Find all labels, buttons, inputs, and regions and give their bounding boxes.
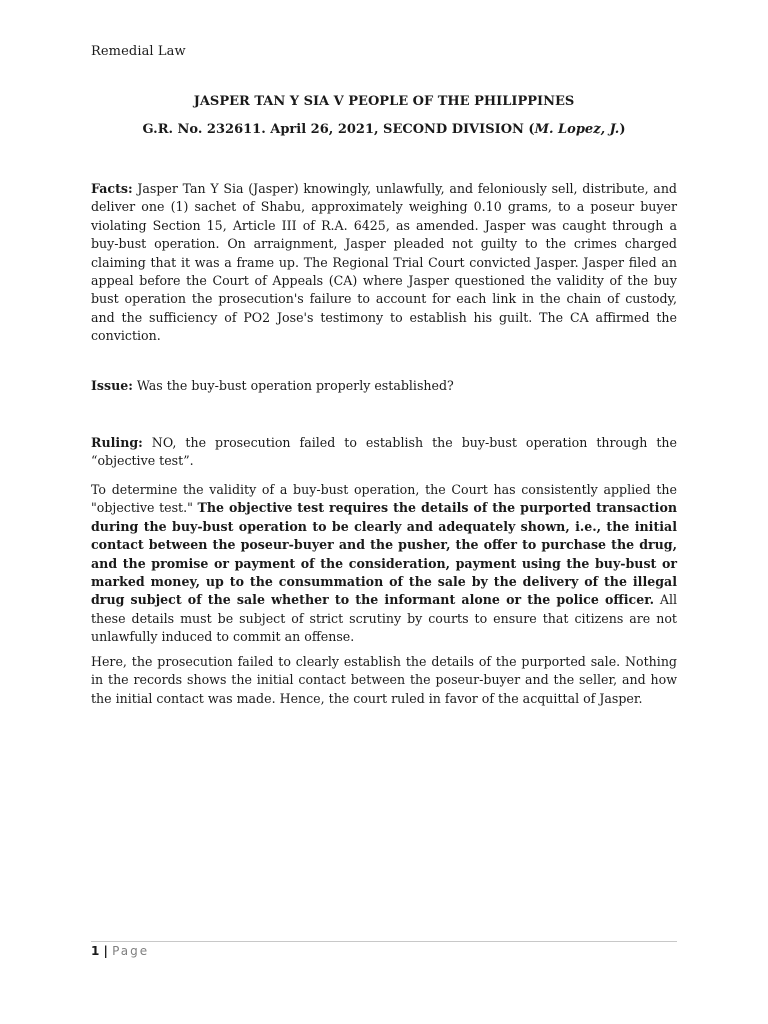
case-citation	[0, 122, 768, 137]
citation-close: )	[619, 122, 626, 137]
page-number: 1	[91, 944, 100, 958]
issue-label: Issue:	[91, 378, 133, 393]
objective-test-paragraph	[91, 481, 677, 647]
citation-text: G.R. No. 232611. April 26, 2021, SECOND DIVISION (	[142, 122, 535, 137]
ruling-text: NO, the prosecution failed to establish the buy-bust operation through the “objective test”.	[91, 435, 677, 469]
facts-paragraph	[91, 180, 677, 346]
ruling-label: Ruling:	[91, 435, 143, 450]
case-title: JASPER TAN Y SIA V PEOPLE OF THE PHILIPPINES	[193, 94, 575, 109]
facts-label: Facts:	[91, 181, 133, 196]
ruling-paragraph	[91, 434, 677, 471]
facts-text: Jasper Tan Y Sia (Jasper) knowingly, unlawfully, and feloniously sell, distribute, and deliver one (1) sachet of Shabu, approximately weighing 0.10 grams, to a poseur buyer violating Section 15, Article III of R.A. 6425, as amended. Jasper was caught through a buy-bust operation. On arraignment, Jasper pleaded not guilty to the crimes charged claiming that it was a frame up. The Regional Trial Court convicted Jasper. Jasper filed an appeal before the Court of Appeals (CA) where Jasper questioned the validity of the buy bust operation the prosecution's failure to account for each link in the chain of custody, and the sufficiency of PO2 Jose's testimony to establish his guilt. The CA affirmed the conviction.	[91, 181, 677, 344]
page-footer	[91, 944, 149, 958]
footer-separator: |	[99, 944, 113, 958]
ponente: M. Lopez, J.	[534, 122, 620, 137]
objective-test-bold: The objective test requires the details of the purported transaction during the buy-bust operation to be clearly and adequately shown, i.e., the initial contact between the poseur-buyer and the pusher, the offer to purchase the drug, and the promise or payment of the consideration, payment using the buy-bust or marked money, up to the consummation of the sale by the delivery of the illegal drug subject of the sale whether to the informant alone or the police officer.	[91, 500, 678, 608]
objective-test-intro: To determine the validity of a buy-bust operation, the Court has consistently applied the "objective test."	[91, 482, 677, 516]
conclusion-paragraph: Here, the prosecution failed to clearly establish the details of the purported sale. Nothing in the records shows the initial contact between the poseur-buyer and the seller, and how the initial contact was made. Hence, the court ruled in favor of the acquittal of Jasper.	[91, 654, 677, 706]
page-label: Page	[112, 944, 150, 958]
issue-text: Was the buy-bust operation properly established?	[132, 378, 454, 393]
objective-test-rest: All these details must be subject of strict scrutiny by courts to ensure that citizens are not unlawfully induced to commit an offense.	[91, 592, 677, 645]
issue-paragraph	[91, 377, 677, 395]
running-header: Remedial Law	[91, 44, 186, 59]
footer-divider	[91, 941, 677, 942]
